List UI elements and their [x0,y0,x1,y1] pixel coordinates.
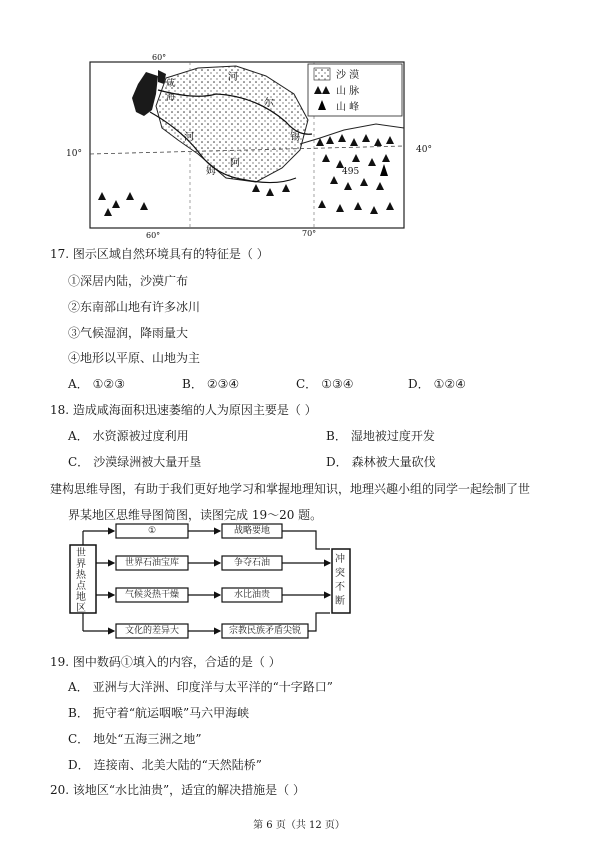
q18-stem: 18. 造成咸海面积迅速萎缩的人为原因主要是（ ） [50,403,317,417]
q20-stem: 20. 该地区“水比油贵”，适宜的解决措施是（ ） [50,783,305,797]
option-text: 连接南、北美大陆的“天然陆桥” [93,758,262,772]
label-he1: 河 [228,72,238,83]
mind-row3-left: 气候炎热干燥 [124,590,179,600]
q17-item-1: ①深居内陆，沙漠广布 [68,274,189,288]
intro-line-1: 建构思维导图，有助于我们更好地学习和掌握地理知识，地理兴趣小组的同学一起绘制了世 [50,482,531,496]
q19-option-a[interactable] [68,679,333,695]
coord-left: 10° [66,149,82,159]
q17-item-3: ③气候湿润，降雨量大 [68,326,189,340]
label-xi: 锡 [290,132,300,143]
coord-right: 40° [416,145,432,155]
page-footer: 第 6 页（共 12 页） [253,820,345,831]
region-map [86,50,412,240]
option-letter: A． [68,429,89,443]
option-text: ①③④ [321,377,354,391]
option-letter: B． [68,706,89,720]
mind-map [68,523,368,641]
q17-item-2: ②东南部山地有许多冰川 [68,300,201,314]
option-letter: B． [182,377,203,391]
option-letter: D． [68,758,90,772]
option-letter: D． [408,377,430,391]
option-letter: D． [326,455,348,469]
label-mu: 姆 [206,166,216,177]
option-letter: C． [296,377,318,391]
mind-row4-right: 宗教民族矛盾尖锐 [228,626,301,636]
q18-option-a[interactable] [68,428,189,444]
option-text: 湿地被过度开发 [350,429,435,443]
label-hai: 海 [166,93,176,103]
legend-peak: 山 峰 [336,102,360,113]
map-legend [308,64,402,116]
option-text: 扼守着“航运咽喉”马六甲海峡 [92,706,250,720]
q19-stem: 19. 图中数码①填入的内容，合适的是（ ） [50,655,281,669]
option-text: ①②③ [92,377,125,391]
mind-row1-right: 战略要地 [233,526,270,536]
label-er: 尔 [264,98,274,109]
q17-option-d[interactable] [408,376,466,392]
legend-mountain: 山 脉 [336,86,360,97]
option-text: 地处“五海三洲之地” [93,732,202,746]
mind-row2-right: 争夺石油 [233,558,270,568]
option-letter: C． [68,455,90,469]
option-letter: B． [326,429,347,443]
option-text: 沙漠绿洲被大量开垦 [93,455,202,469]
option-letter: A． [68,680,89,694]
label-a: 阿 [230,158,240,169]
intro-line-2: 界某地区思维导图简图，读图完成 19～20 题。 [68,508,323,522]
label-xian: 咸 [166,79,176,89]
mind-row3-right: 水比油贵 [233,590,270,600]
option-text: 水资源被过度利用 [92,429,189,443]
option-text: 亚洲与大洋洲、印度洋与太平洋的“十字路口” [92,680,333,694]
q17-option-a[interactable] [68,376,125,392]
option-text: 森林被大量砍伐 [351,455,436,469]
q19-option-b[interactable] [68,705,249,721]
q17-stem: 17. 图示区域自然环境具有的特征是（ ） [50,247,269,261]
peak-label: 495 [342,167,360,177]
q17-option-c[interactable] [296,376,353,392]
mind-row2-left: 世界石油宝库 [124,558,179,568]
q18-option-c[interactable] [68,454,201,470]
option-text: ②③④ [206,377,240,391]
mind-row4-left: 文化的差异大 [124,626,179,636]
label-he2: 河 [184,132,194,143]
option-text: ①②④ [433,377,466,391]
coord-top: 60° [152,53,167,62]
coord-bottom-left: 60° [146,231,161,240]
q19-option-c[interactable] [68,731,201,747]
q17-item-4: ④地形以平原、山地为主 [68,351,201,365]
option-letter: C． [68,732,90,746]
legend-desert: 沙 漠 [336,70,360,81]
mind-left-text: 世界热点地区 [76,548,86,614]
q17-option-b[interactable] [182,376,239,392]
q18-option-b[interactable] [326,428,435,444]
q19-option-d[interactable] [68,757,262,773]
q18-option-d[interactable] [326,454,436,470]
mind-row1-left: ① [147,526,157,536]
option-letter: A． [68,377,89,391]
coord-bottom-right: 70° [302,229,317,238]
mind-right-text: 冲突不断 [335,554,345,607]
